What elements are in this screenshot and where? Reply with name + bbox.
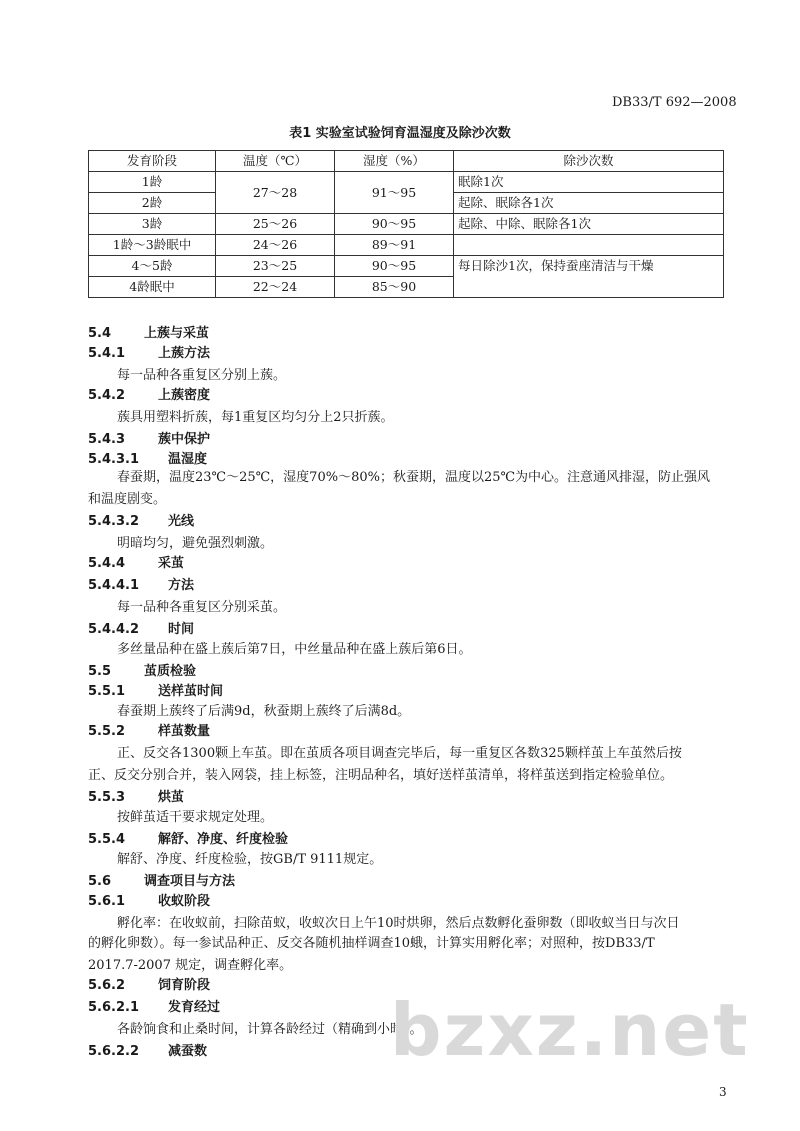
cell-sand-removal: 眠除1次 [454, 172, 724, 193]
section-heading [88, 618, 194, 637]
header-humidity: 湿度（%） [335, 151, 454, 172]
cell-stage: 1龄 [89, 172, 216, 193]
section-title: 上蔟方法 [158, 346, 211, 361]
paragraph-line: 孵化率：在收蚁前，扫除苗蚁，收蚁次日上午10时烘卵，然后点数孵化蚕卵数（即收蚁当日与次日 [117, 916, 680, 931]
table-row [89, 172, 724, 193]
table-row [89, 256, 724, 277]
section-number: 5.4.4.1 [88, 578, 139, 593]
section-number: 5.6 [88, 874, 112, 889]
paragraph-line: 蔟具用塑料折蔟，每1重复区均匀分上2只折蔟。 [117, 410, 394, 425]
section-number: 5.4.4 [88, 556, 126, 571]
header-stage: 发育阶段 [89, 151, 216, 172]
paragraph-line: 的孵化卵数）。每一参试品种正、反交各随机抽样调查10蛾，计算实用孵化率；对照种，按DB33/T [88, 936, 655, 951]
section-title: 减蚕数 [168, 1044, 208, 1059]
section-number: 5.6.2.2 [88, 1044, 139, 1059]
section-heading [88, 552, 184, 571]
section-title: 送样茧时间 [158, 684, 224, 699]
section-number: 5.4.1 [88, 346, 126, 361]
cell-humidity: 85～90 [335, 277, 454, 298]
section-number: 5.5.1 [88, 684, 126, 699]
table-row [89, 214, 724, 235]
cell-humidity: 91～95 [335, 172, 454, 214]
section-number: 5.5 [88, 664, 112, 679]
section-title: 收蚁阶段 [158, 894, 211, 909]
paragraph-line: 春蚕期上蔟终了后满9d，秋蚕期上蔟终了后满8d。 [117, 704, 411, 719]
document-number: DB33/T 692—2008 [612, 95, 737, 110]
section-heading [88, 828, 288, 847]
section-heading [88, 890, 210, 909]
section-number: 5.4 [88, 326, 112, 341]
section-number: 5.6.2 [88, 978, 126, 993]
cell-stage: 3龄 [89, 214, 216, 235]
section-heading [88, 428, 210, 447]
section-number: 5.6.1 [88, 894, 126, 909]
section-heading [88, 870, 235, 889]
cell-temperature: 24～26 [216, 235, 335, 256]
paragraph-line: 每一品种各重复区分别采茧。 [117, 600, 287, 615]
section-number: 5.4.2 [88, 388, 126, 403]
section-number: 5.6.2.1 [88, 1000, 139, 1015]
watermark: bzxz.net [390, 988, 750, 1072]
section-heading [88, 786, 184, 805]
section-title: 烘茧 [158, 790, 185, 805]
section-title: 茧质检验 [144, 664, 197, 679]
section-number: 5.5.2 [88, 724, 126, 739]
cell-humidity: 89～91 [335, 235, 454, 256]
cell-temperature: 22～24 [216, 277, 335, 298]
paragraph-line: 按鲜茧适干要求规定处理。 [117, 810, 274, 825]
section-number: 5.4.3.2 [88, 514, 139, 529]
rearing-conditions-table [88, 150, 724, 298]
section-heading [88, 1040, 207, 1059]
paragraph-line: 解舒、净度、纤度检验，按GB/T 9111规定。 [117, 852, 383, 867]
paragraph-line: 各龄饷食和止桑时间，计算各龄经过（精确到小时）。 [117, 1022, 423, 1037]
paragraph-line: 和温度剧变。 [88, 492, 167, 507]
section-title: 光线 [168, 514, 195, 529]
section-title: 样茧数量 [158, 724, 211, 739]
section-heading [88, 996, 220, 1015]
section-title: 时间 [168, 622, 195, 637]
section-title: 调查项目与方法 [144, 874, 236, 889]
cell-temperature: 23～25 [216, 256, 335, 277]
section-title: 发育经过 [168, 1000, 221, 1015]
section-title: 上蔟密度 [158, 388, 211, 403]
cell-sand-removal: 起除、眠除各1次 [454, 193, 724, 214]
section-heading [88, 384, 210, 403]
paragraph-line: 正、反交各1300颗上车茧。即在茧质各项目调查完毕后，每一重复区各数325颗样茧上车茧然后按 [117, 746, 682, 761]
section-number: 5.5.3 [88, 790, 126, 805]
section-heading [88, 680, 223, 699]
section-title: 温湿度 [168, 452, 208, 467]
table-row [89, 235, 724, 256]
section-heading [88, 574, 194, 593]
header-sand-removal: 除沙次数 [454, 151, 724, 172]
cell-stage: 4龄眠中 [89, 277, 216, 298]
section-number: 5.5.4 [88, 832, 126, 847]
paragraph-line: 明暗均匀，避免强烈刺激。 [117, 536, 274, 551]
paragraph-line: 正、反交分别合并，装入网袋，挂上标签，注明品种名，填好送样茧清单，将样茧送到指定检验单位。 [88, 768, 674, 783]
cell-temperature: 27～28 [216, 172, 335, 214]
cell-sand-removal: 每日除沙1次，保持蚕座清洁与干燥 [454, 256, 724, 298]
section-heading [88, 342, 210, 361]
page-number: 3 [719, 1085, 727, 1099]
section-number: 5.4.3 [88, 432, 126, 447]
section-number: 5.4.4.2 [88, 622, 139, 637]
section-heading [88, 720, 210, 739]
cell-stage: 1龄～3龄眠中 [89, 235, 216, 256]
section-title: 采茧 [158, 556, 185, 571]
paragraph-line: 多丝量品种在盛上蔟后第7日，中丝量品种在盛上蔟后第6日。 [117, 642, 472, 657]
cell-humidity: 90～95 [335, 256, 454, 277]
header-temperature: 温度（℃） [216, 151, 335, 172]
table-caption: 表1 实验室试验饲育温湿度及除沙次数 [289, 126, 511, 141]
section-number: 5.4.3.1 [88, 452, 139, 467]
section-heading [88, 448, 207, 467]
section-heading [88, 322, 209, 341]
section-title: 解舒、净度、纤度检验 [158, 832, 289, 847]
section-title: 方法 [168, 578, 195, 593]
section-title: 蔟中保护 [158, 432, 211, 447]
paragraph-line: 春蚕期，温度23℃～25℃，湿度70%～80%；秋蚕期，温度以25℃为中心。注意通风排湿，防止强风 [117, 470, 711, 485]
cell-sand-removal [454, 235, 724, 256]
paragraph-line: 2017.7-2007 规定，调查孵化率。 [88, 958, 293, 973]
section-heading [88, 510, 194, 529]
paragraph-line: 每一品种各重复区分别上蔟。 [117, 368, 287, 383]
cell-humidity: 90～95 [335, 214, 454, 235]
section-heading [88, 974, 210, 993]
table-header-row [89, 151, 724, 172]
cell-temperature: 25～26 [216, 214, 335, 235]
cell-stage: 2龄 [89, 193, 216, 214]
section-title: 上蔟与采茧 [144, 326, 210, 341]
section-heading [88, 660, 196, 679]
section-title: 饲育阶段 [158, 978, 211, 993]
cell-sand-removal: 起除、中除、眠除各1次 [454, 214, 724, 235]
cell-stage: 4～5龄 [89, 256, 216, 277]
